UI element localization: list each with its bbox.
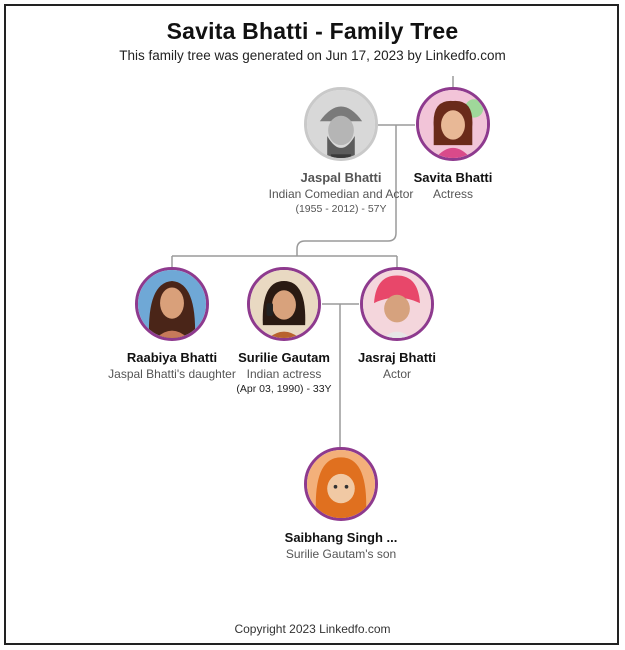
copyright: Copyright 2023 Linkedfo.com — [234, 622, 391, 636]
saibhang-name: Saibhang Singh ... — [284, 530, 398, 545]
savita-name: Savita Bhatti — [413, 170, 493, 185]
raabiya-photo — [135, 267, 209, 341]
surilie-name: Surilie Gautam — [238, 350, 330, 365]
surilie-dates: (Apr 03, 1990) - 33Y — [236, 383, 332, 395]
jaspal-photo — [304, 87, 378, 161]
person-saibhang-singh[interactable] — [256, 447, 426, 561]
raabiya-description: Jaspal Bhatti's daughter — [108, 367, 236, 381]
savita-photo — [416, 87, 490, 161]
saibhang-description: Surilie Gautam's son — [285, 547, 397, 561]
surilie-description: Indian actress — [246, 367, 322, 381]
jaspal-name: Jaspal Bhatti — [300, 170, 382, 185]
jasraj-name: Jasraj Bhatti — [357, 350, 437, 365]
jasraj-description: Actor — [382, 367, 411, 381]
saibhang-photo — [304, 447, 378, 521]
jaspal-description: Indian Comedian and Actor — [268, 187, 414, 201]
surilie-photo — [247, 267, 321, 341]
jaspal-dates: (1955 - 2012) - 57Y — [295, 203, 387, 215]
savita-description: Actress — [432, 187, 473, 201]
jasraj-photo — [360, 267, 434, 341]
raabiya-name: Raabiya Bhatti — [126, 350, 218, 365]
page-title: Savita Bhatti - Family Tree — [166, 18, 459, 44]
person-savita-bhatti[interactable] — [368, 87, 538, 201]
person-jasraj-bhatti[interactable] — [312, 267, 482, 381]
page-subtitle: This family tree was generated on Jun 17, 2023 by Linkedfo.com — [119, 48, 506, 63]
